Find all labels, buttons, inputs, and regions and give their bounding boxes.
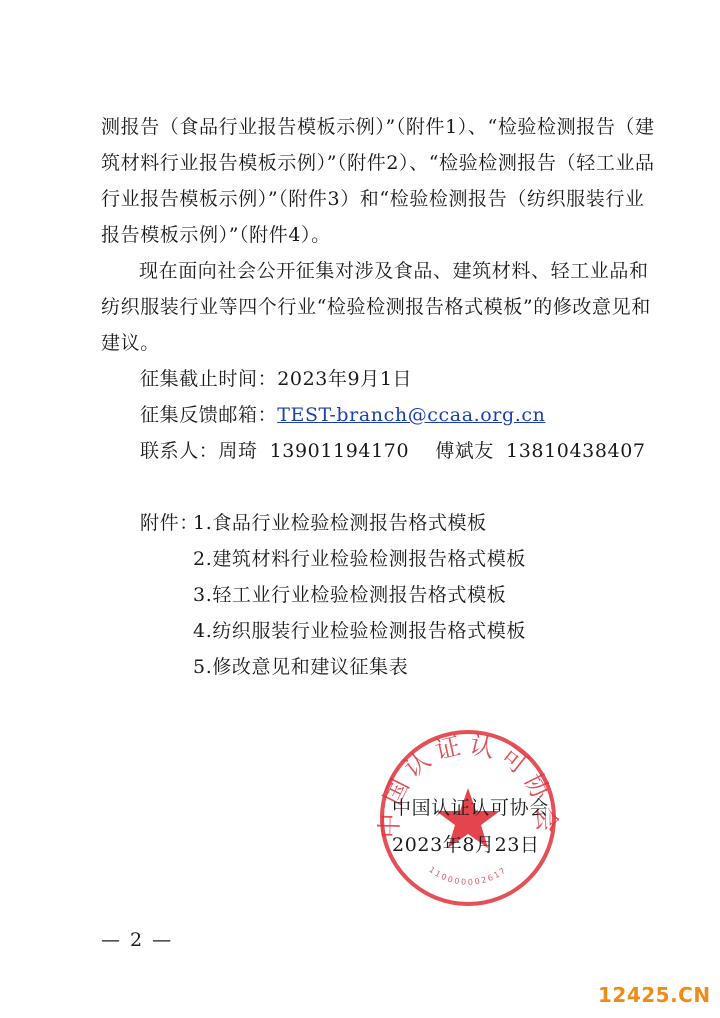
signing-organization: 中国认证认可协会 <box>392 797 549 819</box>
text-line: 现在面向社会公开征集对涉及食品、建筑材料、轻工业品和 <box>139 260 649 282</box>
attachments-label: 附件： <box>140 512 199 534</box>
signing-date: 2023年8月23日 <box>392 834 540 856</box>
paragraph-public-consultation <box>101 253 651 361</box>
text-line: 建议。 <box>101 332 160 354</box>
attachment-item: 5.修改意见和建议征集表 <box>193 656 409 678</box>
contact1-name: 周琦 <box>218 440 258 462</box>
contact2-name: 傅斌友 <box>435 440 494 462</box>
attachment-item: 2.建筑材料行业检验检测报告格式模板 <box>193 548 526 570</box>
paragraph-attachments-intro <box>101 109 655 253</box>
text-line: 测报告（食品行业报告模板示例）”（附件1）、“检验检测报告（建 <box>101 116 655 138</box>
text-line: 报告模板示例）”（附件4）。 <box>101 224 331 246</box>
attachment-item: 4.纺织服装行业检验检测报告格式模板 <box>193 620 526 642</box>
text-line: 行业报告模板示例）”（附件3）和“检验检测报告（纺织服装行业 <box>101 188 645 210</box>
attachment-item: 1.食品行业检验检测报告格式模板 <box>193 512 487 534</box>
deadline-text: 征集截止时间：2023年9月1日 <box>140 368 413 390</box>
seal-text: 中国认证认可协会 <box>374 729 562 839</box>
contact-label: 联系人： <box>140 440 219 462</box>
seal-code: 110000002617 <box>427 865 509 887</box>
site-watermark: 12425.CN <box>598 983 711 1007</box>
text-line: 纺织服装行业等四个行业“检验检测报告格式模板”的修改意见和 <box>101 296 651 318</box>
text-line: 筑材料行业报告模板示例）”（附件2）、“检验检测报告（轻工业品 <box>101 152 655 174</box>
contact2-phone: 13810438407 <box>506 440 646 462</box>
email-row <box>140 397 545 433</box>
attachment-item: 3.轻工业行业检验检测报告格式模板 <box>193 584 507 606</box>
email-label: 征集反馈邮箱： <box>140 404 278 426</box>
email-link[interactable]: TEST-branch@ccaa.org.cn <box>277 404 546 426</box>
page-number: — 2 — <box>101 929 174 951</box>
contact-row <box>140 433 646 469</box>
contact1-phone: 13901194170 <box>269 440 410 462</box>
